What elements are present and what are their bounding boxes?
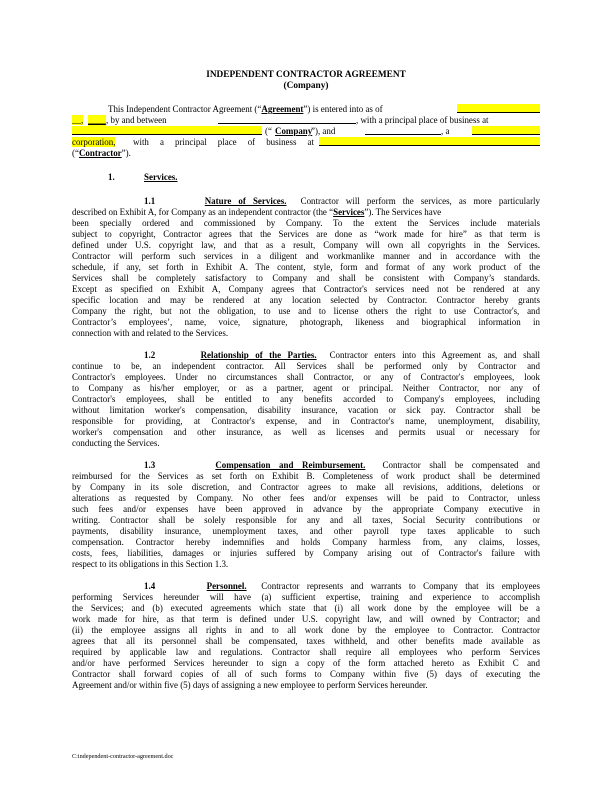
s13-line-7: payments, disability insurance, unemployment taxes, and other payroll type taxes applicable to such xyxy=(72,526,540,536)
date-field-cont[interactable]: __, xyxy=(72,115,84,125)
s14-line-1: 1.4 Personnel. Contractor represents and warrants to Company that its employees xyxy=(144,581,540,591)
s12-heading: Relationship of the Parties. xyxy=(200,350,317,360)
intro-line-2: __, ____ , by and between , with a principal place of business at xyxy=(72,115,489,125)
s14-line-10: Agreement and/or within five (5) days of assigning a new employee to perform Services hereunder. xyxy=(72,680,428,690)
intro-line-1: This Independent Contractor Agreement (“Agreement”) is entered into as of xyxy=(108,104,540,115)
section-1-number: 1. xyxy=(108,172,115,182)
s14-line-2: performing Services hereunder will have (a) sufficient expertise, training and experience to accomplish xyxy=(72,592,540,602)
s14-line-7: required by applicable law and regulations. Contractor shall require all employees who perform Services xyxy=(72,647,540,657)
s13-line-5: such fees and/or expenses have been approved in advance by the appropriate Company executive in xyxy=(72,504,540,514)
s13-line-9: costs, fees, liabilities, damages or injuries suffered by Company arising out of Contractor's failure with xyxy=(72,548,540,558)
s12-line-3: Contractor's employees. Under no circumstances shall Contractor, or any of Contractor's employees, look xyxy=(72,372,540,382)
s11-line-13: connection with and related to the Services. xyxy=(72,328,229,338)
s11-line-7: schedule, if any, set forth in Exhibit A. The content, style, form and format of any work product of the xyxy=(72,262,540,272)
defined-term-agreement: Agreement xyxy=(261,104,304,114)
s14-line-9: Contractor shall forward copies of all of such forms to Company within five (5) days of executing the xyxy=(72,669,540,679)
s11-line-12: Contractor’s employees’, name, voice, signature, photograph, likeness and biographical information in xyxy=(72,317,540,327)
s12-line-9: conducting the Services. xyxy=(72,438,160,448)
contractor-address-field[interactable] xyxy=(319,137,540,146)
state-field[interactable] xyxy=(472,126,540,135)
s11-line-10: specific location and may be rendered at any location selected by Contractor. Contractor hereby grants xyxy=(72,295,540,305)
s12-line-1: 1.2 Relationship of the Parties. Contractor enters into this Agreement as, and shall xyxy=(144,350,540,360)
contractor-name-field[interactable] xyxy=(365,126,441,135)
s11-line-5: defined under U.S. copyright law, and that as a result, Company will own all copyrights in the Services. xyxy=(72,240,540,250)
s12-line-5: Contractor's employees, shall be entitled to any benefits accorded to Company's employees, including xyxy=(72,394,540,404)
s13-line-10: respect to its obligations in this Section 1.3. xyxy=(72,559,229,569)
s11-line-3: been specially ordered and commissioned by Company. To the extent the Services include materials xyxy=(72,218,540,228)
footer-filename: C:independent-contractor-agreement.doc xyxy=(72,753,174,760)
s12-line-4: to Company as his/her employer, or as a partner, agent or principal. Neither Contractor, nor any of xyxy=(72,383,540,393)
s13-line-1: 1.3 Compensation and Reimbursement. Contractor shall be compensated and xyxy=(144,460,540,470)
s13-line-6: writing. Contractor shall be solely responsible for any and all taxes, Social Security contributions or xyxy=(72,515,540,525)
document-page: INDEPENDENT CONTRACTOR AGREEMENT (Company) This Independent Contractor Agreement (“Agreement”) is entered into as of __, ____ , by and between , with a principal place of business at (“ Company ”), and , a corporation, with a principal place of business at (“Contractor”). 1. Services. 1.1 Nature of Services. Contractor will perform the services, as more particularly described on Exhibit A, for Company as an independent contractor (the “Services”). The Services have been specially ordered and commissioned by Company. To the extent the Services include materials subject to copyright, Contractor agrees that the Services are done as “work made for hire” as that term is defined under U.S. copyright law, and that as a result, Company will own all copyrights in the Services. Contractor will perform such services in a diligent and workmanlike manner and in accordance with the schedule, if any, set forth in Exhibit A. The content, style, form and format of any work product of the Services shall be completely satisfactory to Company and shall be consistent with Company’s standards. Except as specified on Exhibit A, Company agrees that Contractor's services need not be rendered at any specific location and may be rendered at any location selected by Contractor. Contractor hereby grants Company the right, but not the obligation, to use and to license others the right to use Contractor's, and Contractor’s employees’, name, voice, signature, photograph, likeness and biographical information in connection with and related to the Services. 1.2 Relationship of the Parties. Contractor enters into this Agreement as, and shall continue to be, an independent contractor. All Services shall be performed only by Contractor and Contractor's employees. Under no circumstances shall Contractor, or any of Contractor's employees, look to Company as his/her employer, or as a partner, agent or principal. Neither Contractor, nor any of Contractor's employees, shall be entitled to any benefits accorded to Company's employees, including without limitation worker's compensation, disability insurance, vacation or sick pay. Contractor shall be responsible for providing, at Contractor's expense, and in Contractor's name, unemployment, disability, worker's compensation and other insurance, as well as licenses and permits usual or necessary for conducting the Services. 1.3 Compensation and Reimbursement. Contractor shall be compensated and reimbursed for the Services as set forth on Exhibit B. Completeness of work product shall be determined by Company in its sole discretion, and Contractor agrees to make all revisions, additions, deletions or alterations as requested by Company. No other fees and/or expenses will be paid to Contractor, unless such fees and/or expenses have been approved in advance by the appropriate Company executive in writing. Contractor shall be solely responsible for any and all taxes, Social Security contributions or payments, disability insurance, unemployment taxes, and other payroll type taxes applicable to such compensation. Contractor hereby indemnifies and holds Company harmless from, any claims, losses, costs, fees, liabilities, damages or injuries suffered by Company arising out of Contractor's failure with respect to its obligations in this Section 1.3. 1.4 Personnel. Contractor represents and warrants to Company that its employees performing Services hereunder will have (a) sufficient expertise, training and experience to accomplish the Services; and (b) executed agreements which state that (i) all work done by the employee will be a work made for hire, as that term is defined under U.S. copyright law, and will owned by Contractor; and (ii) the employee assigns all rights in and to all work done by the employee to Contractor. Contractor agrees that all its personnel shall be compensated, taxes withheld, and other benefits made available as required by applicable law and regulations. Contractor shall require all employees who perform Services and/or have performed Services hereunder to sign a copy of the form attached hereto as Exhibit C and Contractor shall forward copies of all of such forms to Company within five (5) days of executing the Agreement and/or within five (5) days of assigning a new employee to perform Services hereunder. C:independent-contractor-agreement.doc xyxy=(0,0,612,792)
s14-line-3: the Services; and (b) executed agreements which state that (i) all work done by the employee will be a xyxy=(72,603,540,613)
s11-line-2: described on Exhibit A, for Company as an independent contractor (the “Services”). The Services have xyxy=(72,207,442,217)
defined-term-contractor: Contractor xyxy=(78,148,122,158)
s13-heading: Compensation and Reimbursement. xyxy=(215,460,366,470)
s13-line-3: by Company in its sole discretion, and Contractor agrees to make all revisions, additions, deletions or xyxy=(72,482,540,492)
s11-line-11: Company the right, but not the obligation, to use and to license others the right to use Contractor's, and xyxy=(72,306,540,316)
s11-line-8: Services shall be completely satisfactory to Company and shall be consistent with Company’s standards. xyxy=(72,273,540,283)
defined-term-company: Company xyxy=(275,126,313,136)
s11-line-4: subject to copyright, Contractor agrees that the Services are done as “work made for hire” as that term is xyxy=(72,229,540,239)
s11-line-1: 1.1 Nature of Services. Contractor will perform the services, as more particularly xyxy=(144,196,541,206)
s12-line-6: without limitation worker's compensation, disability insurance, vacation or sick pay. Contractor shall be xyxy=(72,405,540,415)
document-title: INDEPENDENT CONTRACTOR AGREEMENT xyxy=(206,70,406,80)
intro-line-5: (“Contractor”). xyxy=(72,148,131,158)
company-address-field[interactable] xyxy=(72,126,262,135)
company-name-field[interactable] xyxy=(218,115,356,124)
s11-line-9: Except as specified on Exhibit A, Company agrees that Contractor's services need not be rendered at any xyxy=(72,284,540,294)
year-field[interactable]: ____ xyxy=(88,115,106,125)
section-1-heading xyxy=(108,172,308,183)
s14-line-5: (ii) the employee assigns all rights in and to all work done by the employee to Contractor. Contractor xyxy=(72,625,540,635)
s14-line-4: work made for hire, as that term is defined under U.S. copyright law, and will owned by Contractor; and xyxy=(72,614,540,624)
s14-line-8: and/or have performed Services hereunder to sign a copy of the form attached hereto as Exhibit C and xyxy=(72,658,540,668)
s13-line-8: compensation. Contractor hereby indemnifies and holds Company harmless from, any claims, losses, xyxy=(72,537,540,547)
s14-heading: Personnel. xyxy=(206,581,247,591)
s13-line-4: alterations as requested by Company. No other fees and/or expenses will be paid to Contractor, unless xyxy=(72,493,540,503)
s12-line-2: continue to be, an independent contractor. All Services shall be performed only by Contractor and xyxy=(72,361,540,371)
s12-line-7: responsible for providing, at Contractor's expense, and in Contractor's name, unemployment, disability, xyxy=(72,416,540,426)
s11-heading: Nature of Services. xyxy=(204,196,287,206)
s13-line-2: reimbursed for the Services as set forth on Exhibit B. Completeness of work product shall be determined xyxy=(72,471,540,481)
document-subtitle: (Company) xyxy=(283,81,329,91)
date-field[interactable] xyxy=(457,104,540,113)
intro-line-4: corporation, with a principal place of business at xyxy=(72,137,540,148)
section-1-title: Services. xyxy=(144,172,178,182)
s14-line-6: agrees that all its personnel shall be compensated, taxes withheld, and other benefits made available as xyxy=(72,636,540,646)
s12-line-8: worker's compensation and other insurance, as well as licenses and permits usual or necessary for xyxy=(72,427,540,437)
s11-line-6: Contractor will perform such services in a diligent and workmanlike manner and in accordance with the xyxy=(72,251,540,261)
